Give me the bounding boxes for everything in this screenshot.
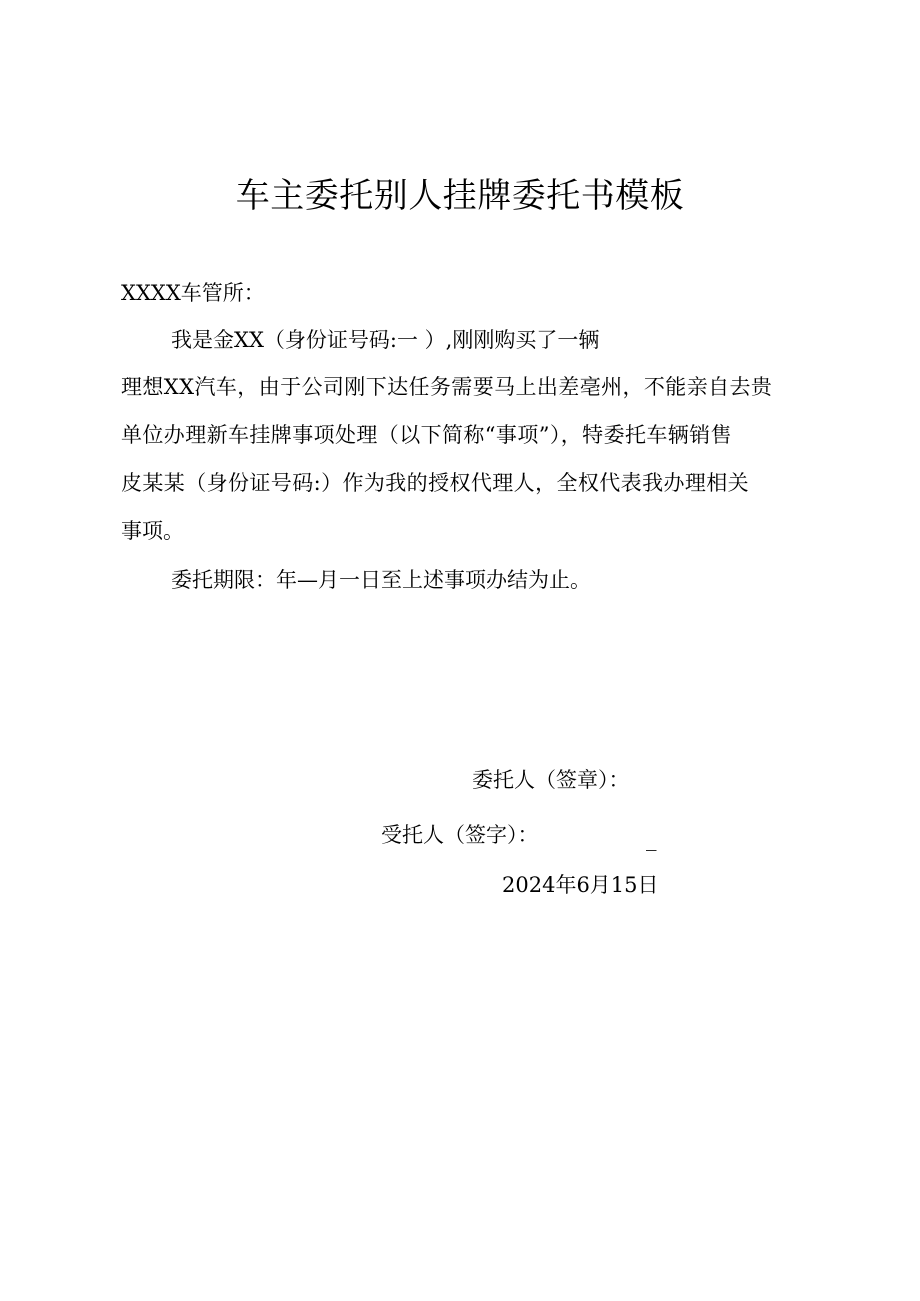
document-title: 车主委托别人挂牌委托书模板: [235, 176, 685, 216]
body-line-3: 单位办理新车挂牌事项处理（以下简称“事项”），特委托车辆销售: [121, 423, 732, 447]
body-line-2: 理想XX汽车，由于公司刚下达任务需要马上出差亳州，不能亲自去贵: [121, 375, 773, 399]
agent-signature-blank: _: [646, 827, 657, 851]
agent-signature-label: 受托人（签字）：: [381, 823, 539, 847]
document-date: 2024年6月15日: [502, 873, 659, 897]
principal-signature-label: 委托人（签章）：: [472, 768, 630, 792]
addressee: XXXX车管所：: [121, 281, 265, 305]
body-line-5: 事项。: [121, 519, 184, 543]
term-line: 委托期限：年—月一日至上述事项办结为止。: [171, 568, 591, 592]
body-line-1: 我是金XX（身份证号码:一 ）,刚刚购买了一辆: [171, 328, 600, 352]
body-line-4: 皮某某（身份证号码:）作为我的授权代理人，全权代表我办理相关: [121, 471, 750, 495]
